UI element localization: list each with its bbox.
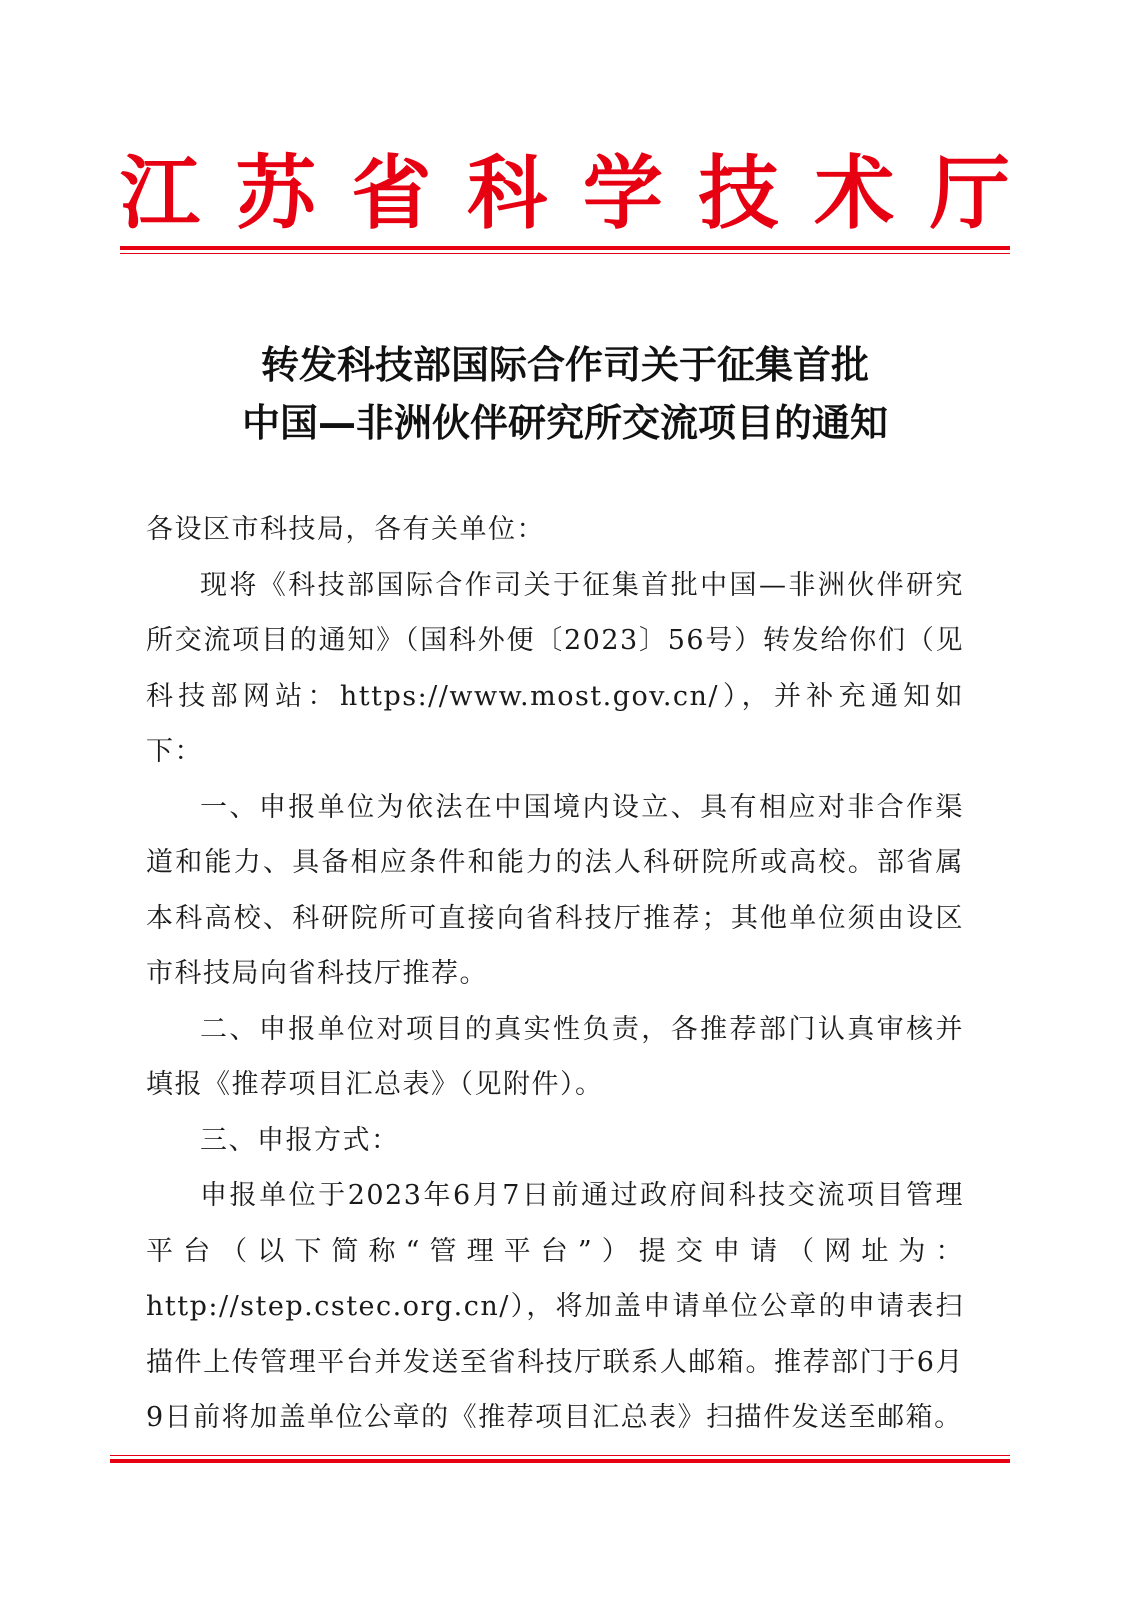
masthead-char: 科 <box>467 146 548 240</box>
paragraph-submission-line-1: 申报单位于2023年6月7日前通过政府间科技交流项目管理 <box>200 1180 964 1211</box>
footer-divider-thin <box>110 1455 1010 1456</box>
masthead-char: 技 <box>698 146 779 240</box>
title-line-1: 转发科技部国际合作司关于征集首批 <box>260 343 869 387</box>
masthead-char: 省 <box>351 146 432 240</box>
header-divider-thin <box>120 253 1010 254</box>
footer-divider-thick <box>110 1459 1010 1463</box>
paragraph-item-1: 一、申报单位为依法在中国境内设立、具有相应对非合作渠道和能力、具备相应条件和能力的法人科研院所或高校。部省属本科高校、科研院所可直接向省科技厅推荐；其他单位须由设区市科技局向省科技厅推荐。 <box>146 791 964 989</box>
masthead-char: 江 <box>120 146 200 240</box>
paragraph-submission-line-2: 平台（以下简称“管理平台”）提交申请（网址为： <box>146 1235 964 1267</box>
document-body <box>146 502 964 1446</box>
document-title <box>140 336 990 452</box>
title-line-2: 中国—非洲伙伴研究所交流项目的通知 <box>241 401 888 445</box>
header-divider-thick <box>120 246 1010 250</box>
paragraph-submission-rest: http://step.cstec.org.cn/），将加盖申请单位公章的申请表扫描件上传管理平台并发送至省科技厅联系人邮箱。推荐部门于6月9日前将加盖单位公章的《推荐项目汇总表》扫描件发送至邮箱。 <box>146 1291 964 1433</box>
paragraph-intro: 现将《科技部国际合作司关于征集首批中国—非洲伙伴研究所交流项目的通知》（国科外便〔2023〕56号）转发给你们（见科技部网站：https://www.most.gov.cn/），并补充通知如下： <box>146 569 964 767</box>
masthead-char: 苏 <box>235 146 316 240</box>
masthead-char: 术 <box>814 146 895 240</box>
masthead-char: 厅 <box>929 146 1010 240</box>
masthead-char: 学 <box>582 146 663 240</box>
paragraph-item-3-heading: 三、申报方式： <box>200 1124 400 1156</box>
agency-masthead <box>120 148 1010 238</box>
paragraph-item-2: 二、申报单位对项目的真实性负责，各推荐部门认真审核并填报《推荐项目汇总表》（见附件）。 <box>146 1013 964 1100</box>
salutation: 各设区市科技局，各有关单位： <box>146 514 545 545</box>
